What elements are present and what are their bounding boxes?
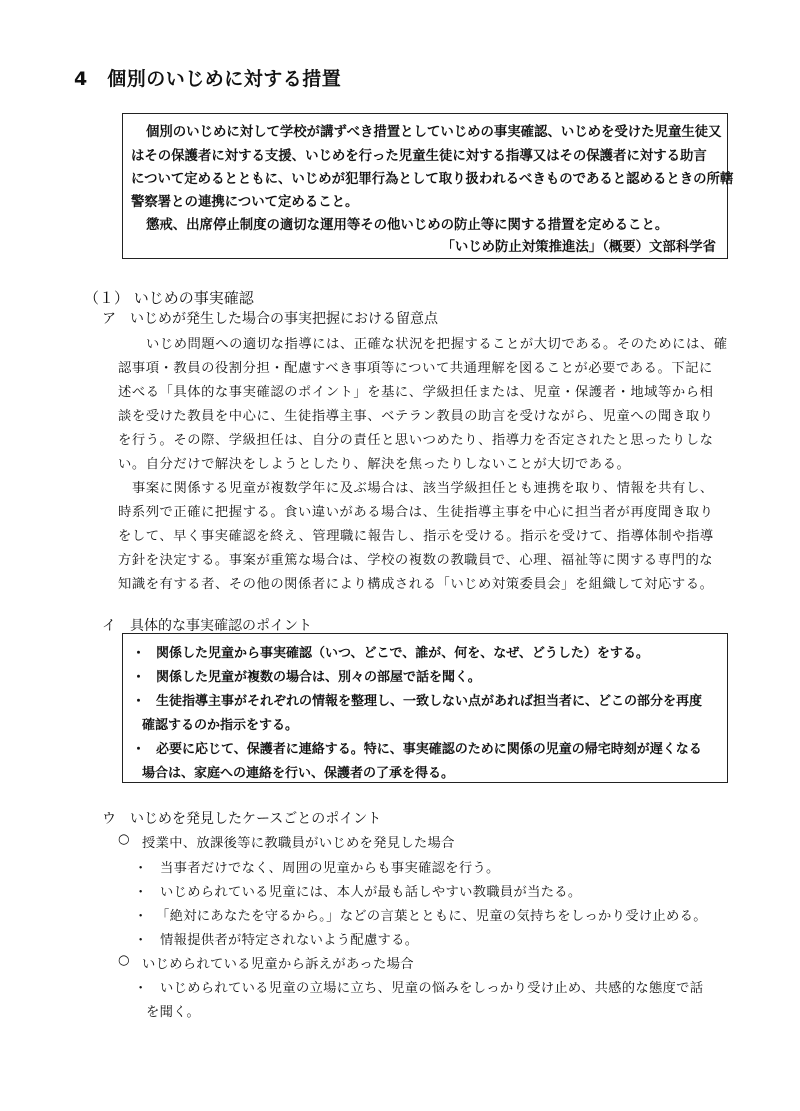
case-heading: 授業中、放課後等に教職員がいじめを発見した場合 — [142, 836, 455, 851]
law-line: 個別のいじめに対して学校が講ずべき措置としていじめの事実確認、いじめを受けた児童生徒又 — [146, 125, 722, 140]
paragraph-line: い。自分だけで解決をしようとしたり、解決を焦ったりしないことが大切である。 — [118, 457, 631, 472]
case-item: 「絶対にあなたを守るから。」などの言葉とともに、児童の気持ちをしっかり受け止める。 — [156, 909, 707, 924]
case-heading: いじめられている児童から訴えがあった場合 — [142, 957, 414, 972]
law-line: はその保護者に対する支援、いじめを行った児童生徒に対する指導又はその保護者に対する助言 — [131, 149, 707, 164]
bullet-mark: ・ — [134, 885, 148, 900]
subsection-i-heading: イ 具体的な事実確認のポイント — [102, 618, 312, 634]
law-source: 「いじめ防止対策推進法」（概要）文部科学省 — [441, 240, 716, 255]
paragraph-line: をして、早く事実確認を終え、管理職に報告し、指示を受ける。指示を受けて、指導体制や指導 — [118, 529, 714, 544]
bullet-mark: ・ — [134, 981, 148, 996]
law-line: について定めるとともに、いじめが犯罪行為として取り扱われるべきものであると認めるときの所轄 — [131, 172, 734, 187]
page-title: 4 個別のいじめに対する措置 — [74, 68, 342, 90]
circle-icon: ○ — [118, 953, 130, 968]
paragraph-line: いじめ問題への適切な指導には、正確な状況を把握することが大切である。そのためには、確 — [146, 337, 728, 352]
subsection-a-heading: ア いじめが発生した場合の事実把握における留意点 — [102, 311, 438, 327]
circle-icon: ○ — [118, 832, 130, 847]
point-item: 関係した児童が複数の場合は、別々の部屋で話を聞く。 — [156, 670, 481, 685]
case-item: 当事者だけでなく、周囲の児童からも事実確認を行う。 — [160, 861, 500, 876]
point-item: 場合は、家庭への連絡を行い、保護者の了承を得る。 — [142, 766, 455, 781]
point-item: 関係した児童から事実確認（いつ、どこで、誰が、何を、なぜ、どうした）をする。 — [156, 646, 649, 661]
subsection-u-heading: ウ いじめを発見したケースごとのポイント — [102, 811, 382, 827]
paragraph-line: 認事項・教員の役割分担・配慮すべき事項等について共通理解を図ることが必要である。下記に — [118, 361, 713, 376]
bullet-mark: ・ — [134, 909, 148, 924]
law-line: 懲戒、出席停止制度の適切な運用等その他いじめの防止等に関する措置を定めること。 — [146, 218, 669, 233]
bullet-mark: ・ — [134, 933, 148, 948]
law-line: 警察署との連携について定めること。 — [131, 195, 359, 210]
point-item: 確認するのか指示をする。 — [142, 718, 299, 733]
paragraph-line: 事案に関係する児童が複数学年に及ぶ場合は、該当学級担任とも連携を取り、情報を共有し、 — [132, 481, 714, 496]
point-item: 必要に応じて、保護者に連絡する。特に、事実確認のために関係の児童の帰宅時刻が遅くなる — [156, 742, 702, 757]
point-item: 生徒指導主事がそれぞれの情報を整理し、一致しない点があれば担当者に、どこの部分を再度 — [156, 694, 703, 709]
paragraph-line: 談を受けた教員を中心に、生徒指導主事、ベテラン教員の助言を受けながら、児童への聞き取り — [118, 409, 714, 424]
paragraph-line: 述べる「具体的な事実確認のポイント」を基に、学級担任または、児童・保護者・地域等から相 — [118, 385, 714, 400]
case-item: を聞く。 — [146, 1005, 201, 1020]
paragraph-line: 時系列で正確に把握する。食い違いがある場合は、生徒指導主事を中心に担当者が再度聞き取り — [118, 505, 714, 520]
bullet-mark: ・ — [132, 694, 146, 709]
paragraph-line: 方針を決定する。事案が重篤な場合は、学校の複数の教職員で、心理、福祉等に関する専門的な — [118, 553, 714, 568]
paragraph-line: を行う。その際、学級担任は、自分の責任と思いつめたり、指導力を否定されたと思ったりしな — [118, 433, 714, 448]
paragraph-line: 知識を有する者、その他の関係者により構成される「いじめ対策委員会」を組織して対応する。 — [118, 577, 714, 592]
case-item: いじめられている児童には、本人が最も話しやすい教職員が当たる。 — [160, 885, 582, 900]
section-heading: （１） いじめの事実確認 — [84, 289, 254, 307]
bullet-mark: ・ — [134, 861, 148, 876]
bullet-mark: ・ — [132, 646, 146, 661]
case-item: いじめられている児童の立場に立ち、児童の悩みをしっかり受け止め、共感的な態度で話 — [160, 981, 704, 996]
bullet-mark: ・ — [132, 670, 146, 685]
case-item: 情報提供者が特定されないよう配慮する。 — [160, 933, 419, 948]
bullet-mark: ・ — [132, 742, 146, 757]
